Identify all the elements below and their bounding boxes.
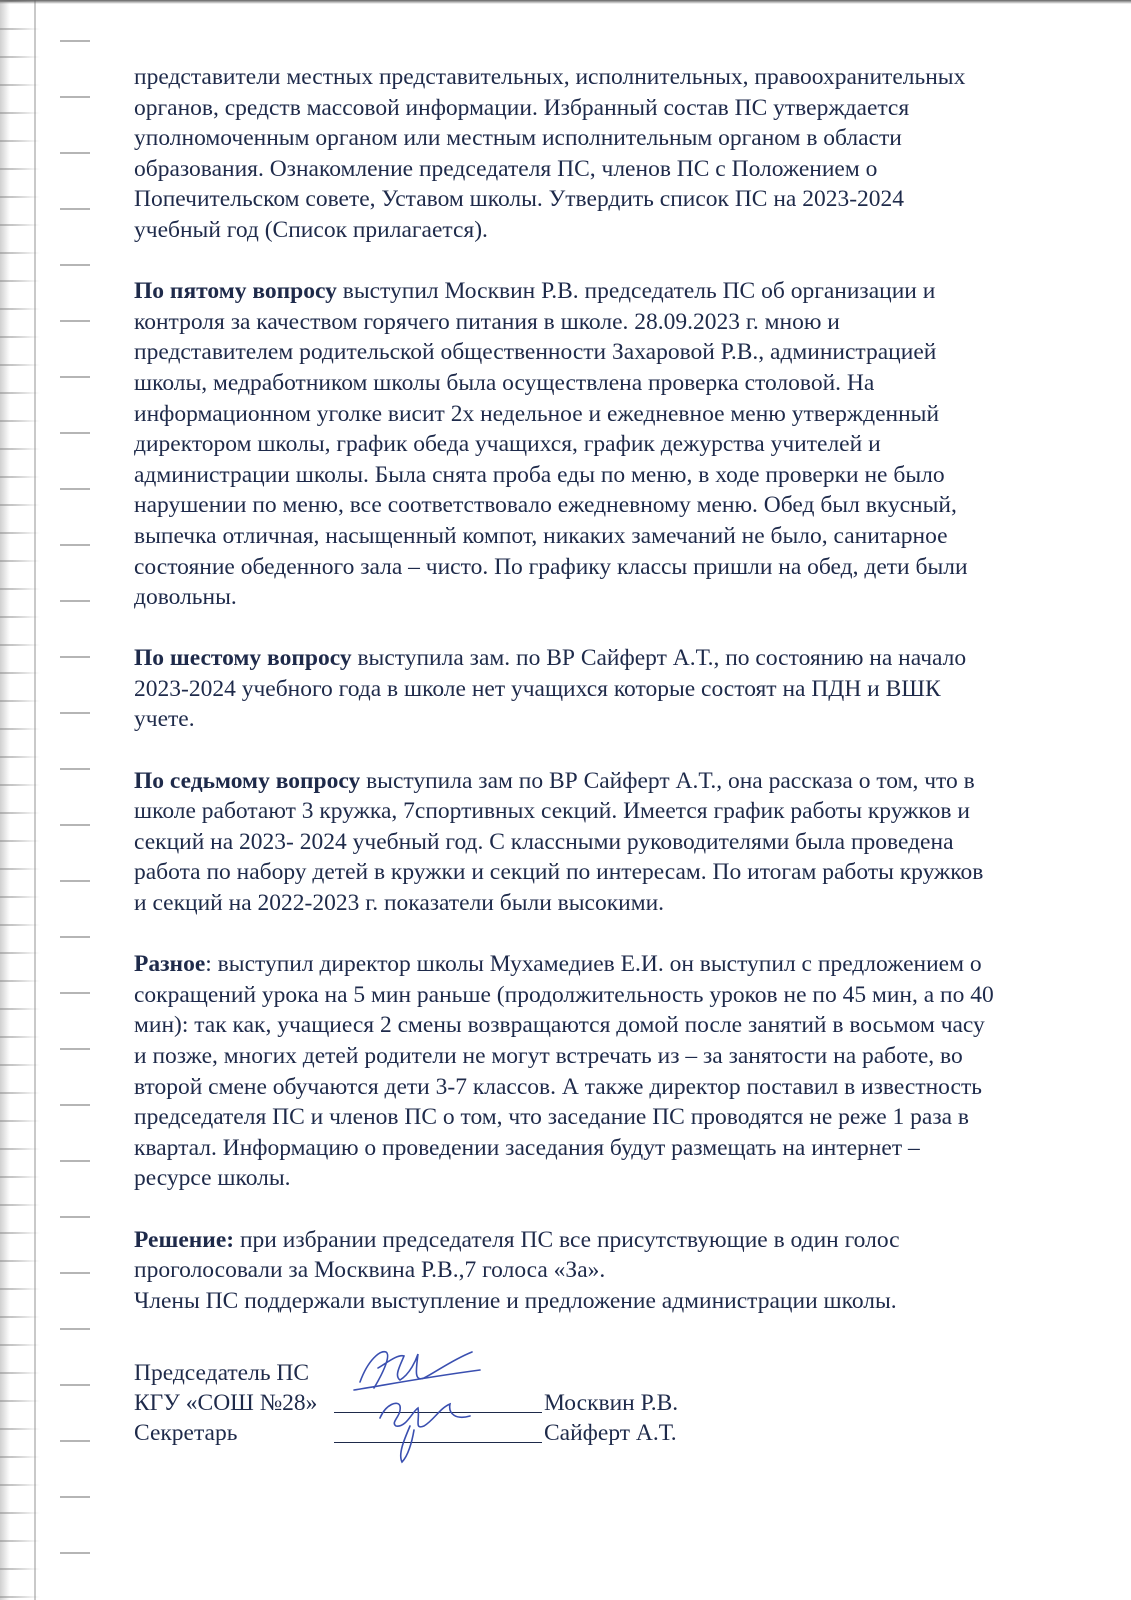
secretary-title: Секретарь	[134, 1420, 238, 1446]
scan-mark	[60, 600, 90, 602]
text-line	[134, 399, 1109, 430]
text-run: Члены ПС поддержали выступление и предложение администрации школы.	[134, 1287, 897, 1314]
scan-mark	[60, 936, 90, 938]
text-line	[134, 827, 1109, 858]
text-line	[134, 980, 1109, 1011]
text-run: образования. Ознакомление председателя ПС, членов ПС с Положением о	[134, 155, 878, 182]
scan-mark	[60, 768, 90, 770]
text-line	[134, 857, 1109, 888]
paragraph-decision	[134, 1225, 1109, 1317]
text-run: представители местных представительных, исполнительных, правоохранительных	[134, 64, 966, 90]
text-line	[134, 949, 1109, 980]
text-run: состояние обеденного зала – чисто. По графику классы пришли на обед, дети были	[134, 553, 968, 580]
text-run: довольны.	[134, 584, 237, 611]
text-run: мин): так как, учащиеся 2 смены возвращаются домой после занятий в восьмом часу	[134, 1012, 985, 1039]
scan-mark	[60, 992, 90, 994]
text-line	[134, 307, 1109, 338]
text-line	[134, 643, 1109, 674]
text-run: и позже, многих детей родители не могут встречать из – за занятости на работе, во	[134, 1043, 963, 1069]
organization-name: КГУ «СОШ №28»	[134, 1390, 318, 1416]
scan-mark	[60, 1272, 90, 1274]
text-line	[134, 276, 1109, 307]
text-run: : выступил директор школы Мухамедиев Е.И. он выступил с предложением о	[205, 951, 982, 978]
handwritten-signatures	[340, 1330, 490, 1470]
text-line	[134, 429, 1109, 460]
text-run: контроля за качеством горячего питания в школе. 28.09.2023 г. мною и	[134, 308, 840, 335]
text-run: администрации школы. Была снята проба еды по меню, в ходе проверки не было	[134, 461, 945, 488]
chair-title: Председатель ПС	[134, 1360, 310, 1386]
text-run: выступила зам по ВР Сайферт А.Т., она рассказа о том, что в	[360, 767, 975, 794]
scan-mark	[60, 1440, 90, 1442]
text-line	[134, 1225, 1109, 1256]
secretary-signature-stroke	[380, 1403, 470, 1427]
text-line	[134, 796, 1109, 827]
text-line	[134, 521, 1109, 552]
text-run: учебный год (Список прилагается).	[134, 216, 488, 243]
text-line	[134, 1255, 1109, 1286]
text-run: школе работают 3 кружка, 7спортивных секций. Имеется график работы кружков и	[134, 798, 970, 825]
text-line	[134, 1041, 1109, 1072]
text-line	[134, 1072, 1109, 1103]
text-run: ресурсе школы.	[134, 1165, 291, 1192]
bold-heading: Разное	[134, 951, 206, 978]
text-run: второй смене обучаются дети 3-7 классов. А также директор поставил в известность	[134, 1073, 982, 1100]
text-line	[134, 184, 1109, 215]
paragraph-seventh	[134, 766, 1109, 919]
text-line	[134, 337, 1109, 368]
text-line	[134, 1133, 1109, 1164]
scan-mark	[60, 1384, 90, 1386]
text-line	[134, 888, 1109, 919]
text-line	[134, 154, 1109, 185]
scan-mark	[60, 656, 90, 658]
scan-top-edge	[0, 0, 1131, 4]
text-run: нарушении по меню, все соответствовало ежедневному меню. Обед был вкусный,	[134, 492, 957, 519]
scan-mark	[60, 432, 90, 434]
text-run: выступил Москвин Р.В. председатель ПС об организации и	[336, 278, 936, 305]
text-line	[134, 582, 1109, 613]
scan-mark	[60, 320, 90, 322]
text-line	[134, 766, 1109, 797]
scan-mark	[60, 376, 90, 378]
text-run: учете.	[134, 706, 195, 733]
text-line	[134, 704, 1109, 735]
text-line	[134, 215, 1109, 246]
bold-heading: По пятому вопросу	[134, 278, 337, 305]
text-run: представителем родительской общественности Захаровой Р.В., администрацией	[134, 339, 937, 366]
scan-mark	[60, 152, 90, 154]
scan-mark	[60, 1552, 90, 1554]
text-run: проголосовали за Москвина Р.В.,7 голоса «За».	[134, 1257, 606, 1284]
scan-mark	[60, 96, 90, 98]
text-run: при избрании председателя ПС все присутствующие в один голос	[234, 1226, 900, 1253]
bold-heading: Решение:	[134, 1226, 235, 1253]
scan-mark	[60, 1048, 90, 1050]
chair-signature-stroke	[360, 1352, 472, 1388]
scan-mark	[60, 1496, 90, 1498]
scan-mark	[60, 824, 90, 826]
bold-heading: По шестому вопросу	[134, 645, 352, 672]
text-run: органов, средств массовой информации. Избранный состав ПС утверждается	[134, 94, 910, 121]
scan-mark	[60, 1160, 90, 1162]
text-line	[134, 368, 1109, 399]
paragraph-intro	[134, 62, 1109, 246]
text-line	[134, 490, 1109, 521]
scan-mark	[60, 488, 90, 490]
scan-mark	[60, 1216, 90, 1218]
paragraph-sixth	[134, 643, 1109, 735]
secretary-name: Сайферт А.Т.	[544, 1420, 677, 1446]
scan-mark	[60, 1104, 90, 1106]
secretary-signature-tail	[401, 1426, 414, 1462]
text-run: сокращений урока на 5 мин раньше (продолжительность уроков не по 45 мин, а по 40	[134, 981, 994, 1008]
text-line	[134, 552, 1109, 583]
scan-mark	[60, 712, 90, 714]
scan-mark	[60, 880, 90, 882]
paragraph-misc	[134, 949, 1109, 1194]
text-line	[134, 1010, 1109, 1041]
scan-mark	[60, 40, 90, 42]
text-run: председателя ПС и членов ПС о том, что заседание ПС проводятся не реже 1 раза в	[134, 1104, 970, 1131]
paragraph-fifth	[134, 276, 1109, 613]
text-line	[134, 93, 1109, 124]
text-line	[134, 460, 1109, 491]
scan-edge-marks	[20, 0, 100, 1600]
text-run: квартал. Информацию о проведении заседания будут размещать на интернет –	[134, 1134, 920, 1161]
scan-mark	[60, 544, 90, 546]
text-run: выступила зам. по ВР Сайферт А.Т., по состоянию на начало	[351, 645, 967, 672]
chair-name: Москвин Р.В.	[544, 1390, 679, 1416]
text-run: уполномоченным органом или местным исполнительным органом в области	[134, 125, 902, 152]
text-run: выпечка отличная, насыщенный компот, никаких замечаний не было, санитарное	[134, 522, 948, 549]
text-run: и секций на 2022-2023 г. показатели были высокими.	[134, 890, 665, 917]
text-run: Попечительском совете, Уставом школы. Утвердить список ПС на 2023-2024	[134, 186, 905, 213]
text-run: школы, медработником школы была осуществлена проверка столовой. На	[134, 369, 875, 396]
text-run: секций на 2023- 2024 учебный год. С классными руководителями была проведена	[134, 828, 954, 855]
scan-mark	[60, 1328, 90, 1330]
text-line	[134, 62, 1109, 93]
text-run: информационном уголке висит 2х недельное и ежедневное меню утвержденный	[134, 400, 940, 427]
text-line	[134, 674, 1109, 705]
text-run: работа по набору детей в кружки и секций по интересам. По итогам работы кружков	[134, 859, 984, 886]
text-run: 2023-2024 учебного года в школе нет учащихся которые состоят на ПДН и ВШК	[134, 675, 941, 702]
text-line	[134, 1163, 1109, 1194]
document-body	[134, 62, 1109, 1347]
scan-mark	[60, 208, 90, 210]
scan-mark	[60, 264, 90, 266]
text-line	[134, 123, 1109, 154]
bold-heading: По седьмому вопросу	[134, 767, 361, 794]
text-run: директором школы, график обеда учащихся, график дежурства учителей и	[134, 431, 881, 458]
text-line	[134, 1102, 1109, 1133]
text-line	[134, 1286, 1109, 1317]
